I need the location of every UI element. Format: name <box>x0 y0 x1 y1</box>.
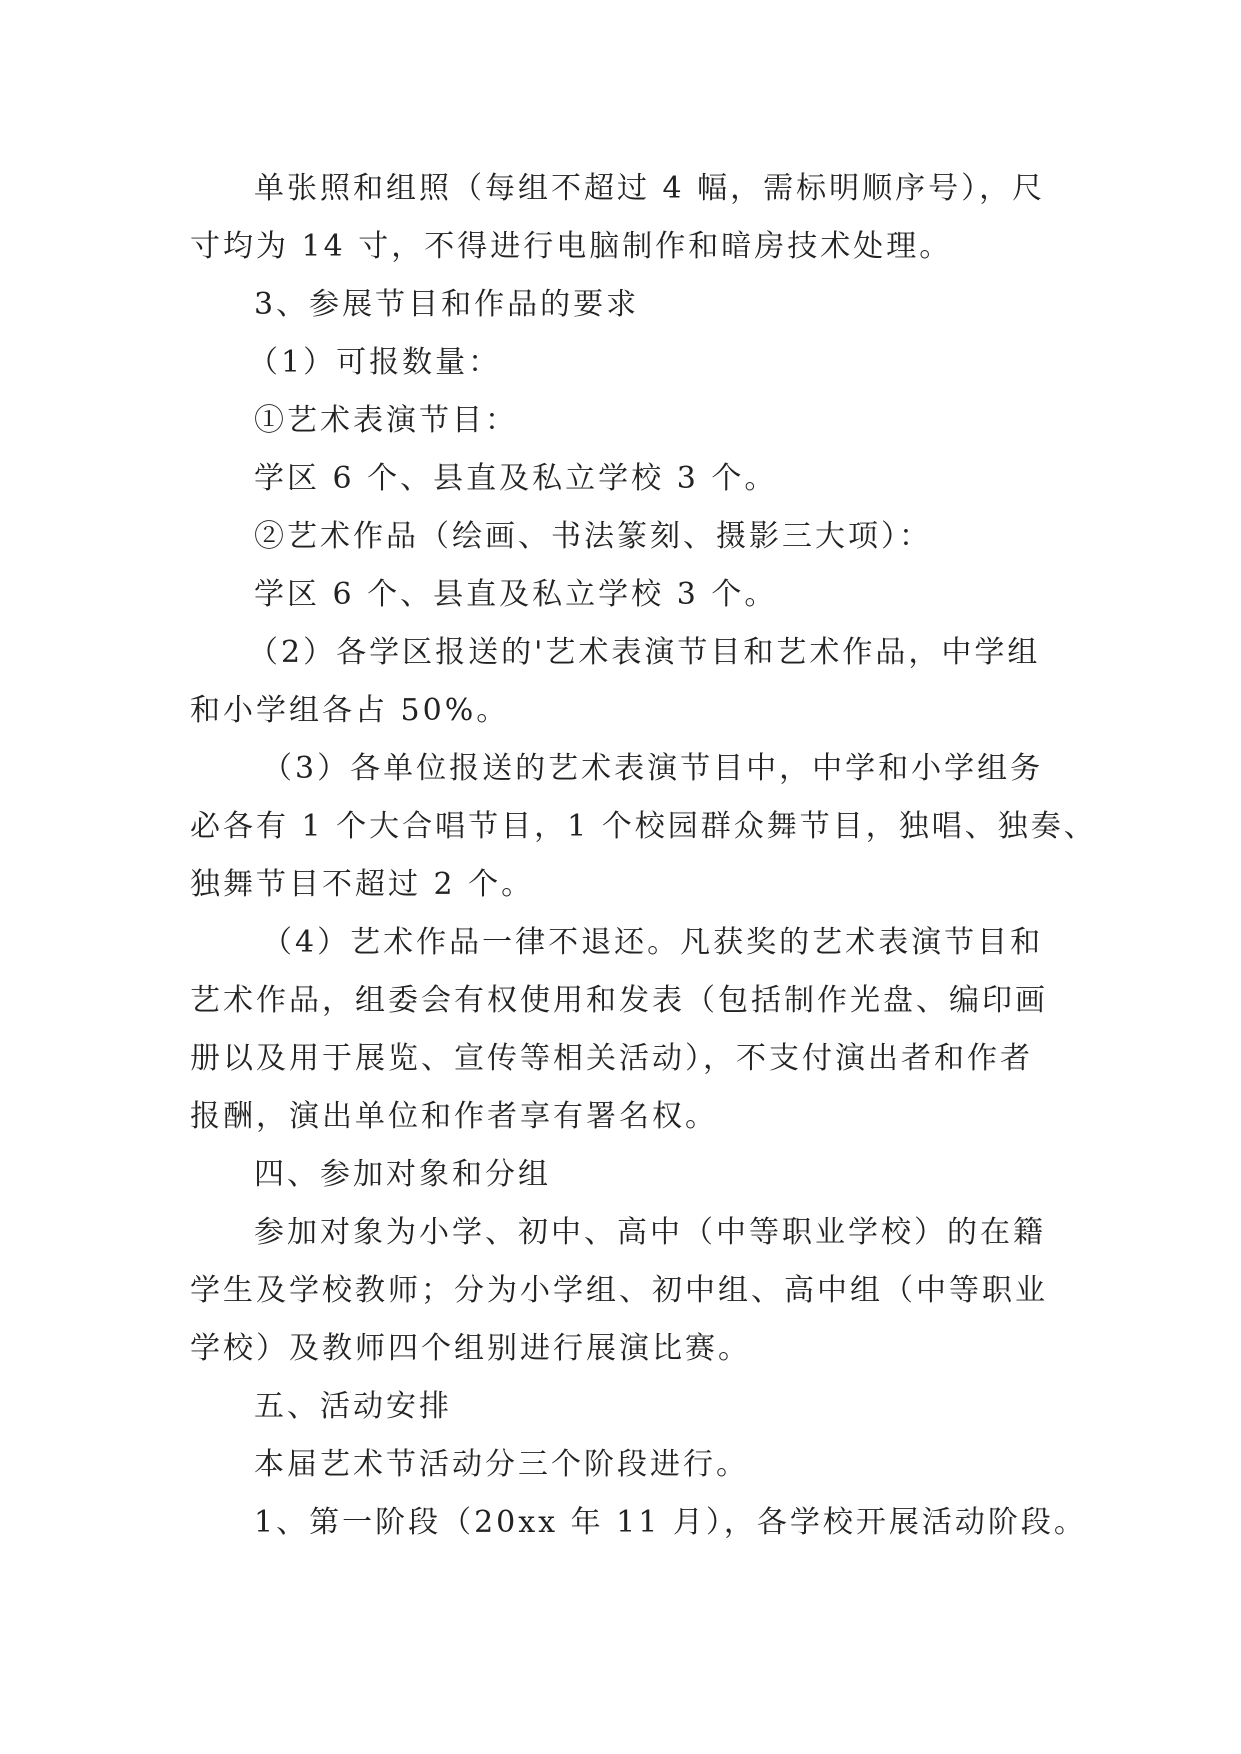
paragraph-line: 学校）及教师四个组别进行展演比赛。 <box>190 1331 751 1366</box>
paragraph-line: 报酬，演出单位和作者享有署名权。 <box>190 1099 718 1134</box>
paragraph-line: 和小学组各占 50%。 <box>190 693 510 728</box>
paragraph-line: 参加对象为小学、初中、高中（中等职业学校）的在籍 <box>254 1215 1046 1250</box>
paragraph-line: 学区 6 个、县直及私立学校 3 个。 <box>254 577 778 612</box>
paragraph-line: 寸均为 14 寸，不得进行电脑制作和暗房技术处理。 <box>190 229 953 264</box>
subsection-heading: （1）可报数量： <box>248 345 502 380</box>
paragraph-line: 本届艺术节活动分三个阶段进行。 <box>254 1447 749 1482</box>
paragraph-line: 独舞节目不超过 2 个。 <box>190 867 535 902</box>
section-heading: 四、参加对象和分组 <box>254 1157 551 1192</box>
paragraph-line: （2）各学区报送的'艺术表演节目和艺术作品，中学组 <box>248 635 1041 670</box>
list-item: ①艺术表演节目： <box>254 403 518 438</box>
section-heading: 3、参展节目和作品的要求 <box>254 287 640 322</box>
paragraph-line: 单张照和组照（每组不超过 4 幅，需标明顺序号），尺 <box>254 171 1046 206</box>
paragraph-line: 1、第一阶段（20xx 年 11 月），各学校开展活动阶段。 <box>254 1505 1087 1540</box>
paragraph-line: 学区 6 个、县直及私立学校 3 个。 <box>254 461 778 496</box>
paragraph-line: 学生及学校教师；分为小学组、初中组、高中组（中等职业 <box>190 1273 1048 1308</box>
paragraph-line: （4）艺术作品一律不退还。凡获奖的艺术表演节目和 <box>262 925 1044 960</box>
document-body <box>190 160 1097 1552</box>
paragraph-line: 必各有 1 个大合唱节目，1 个校园群众舞节目，独唱、独奏、 <box>190 809 1097 844</box>
paragraph-line: 艺术作品，组委会有权使用和发表（包括制作光盘、编印画 <box>190 983 1048 1018</box>
section-heading: 五、活动安排 <box>254 1389 452 1424</box>
paragraph-line: （3）各单位报送的艺术表演节目中，中学和小学组务 <box>262 751 1044 786</box>
paragraph-line: 册以及用于展览、宣传等相关活动），不支付演出者和作者 <box>190 1041 1033 1076</box>
list-item: ②艺术作品（绘画、书法篆刻、摄影三大项）： <box>254 519 932 554</box>
